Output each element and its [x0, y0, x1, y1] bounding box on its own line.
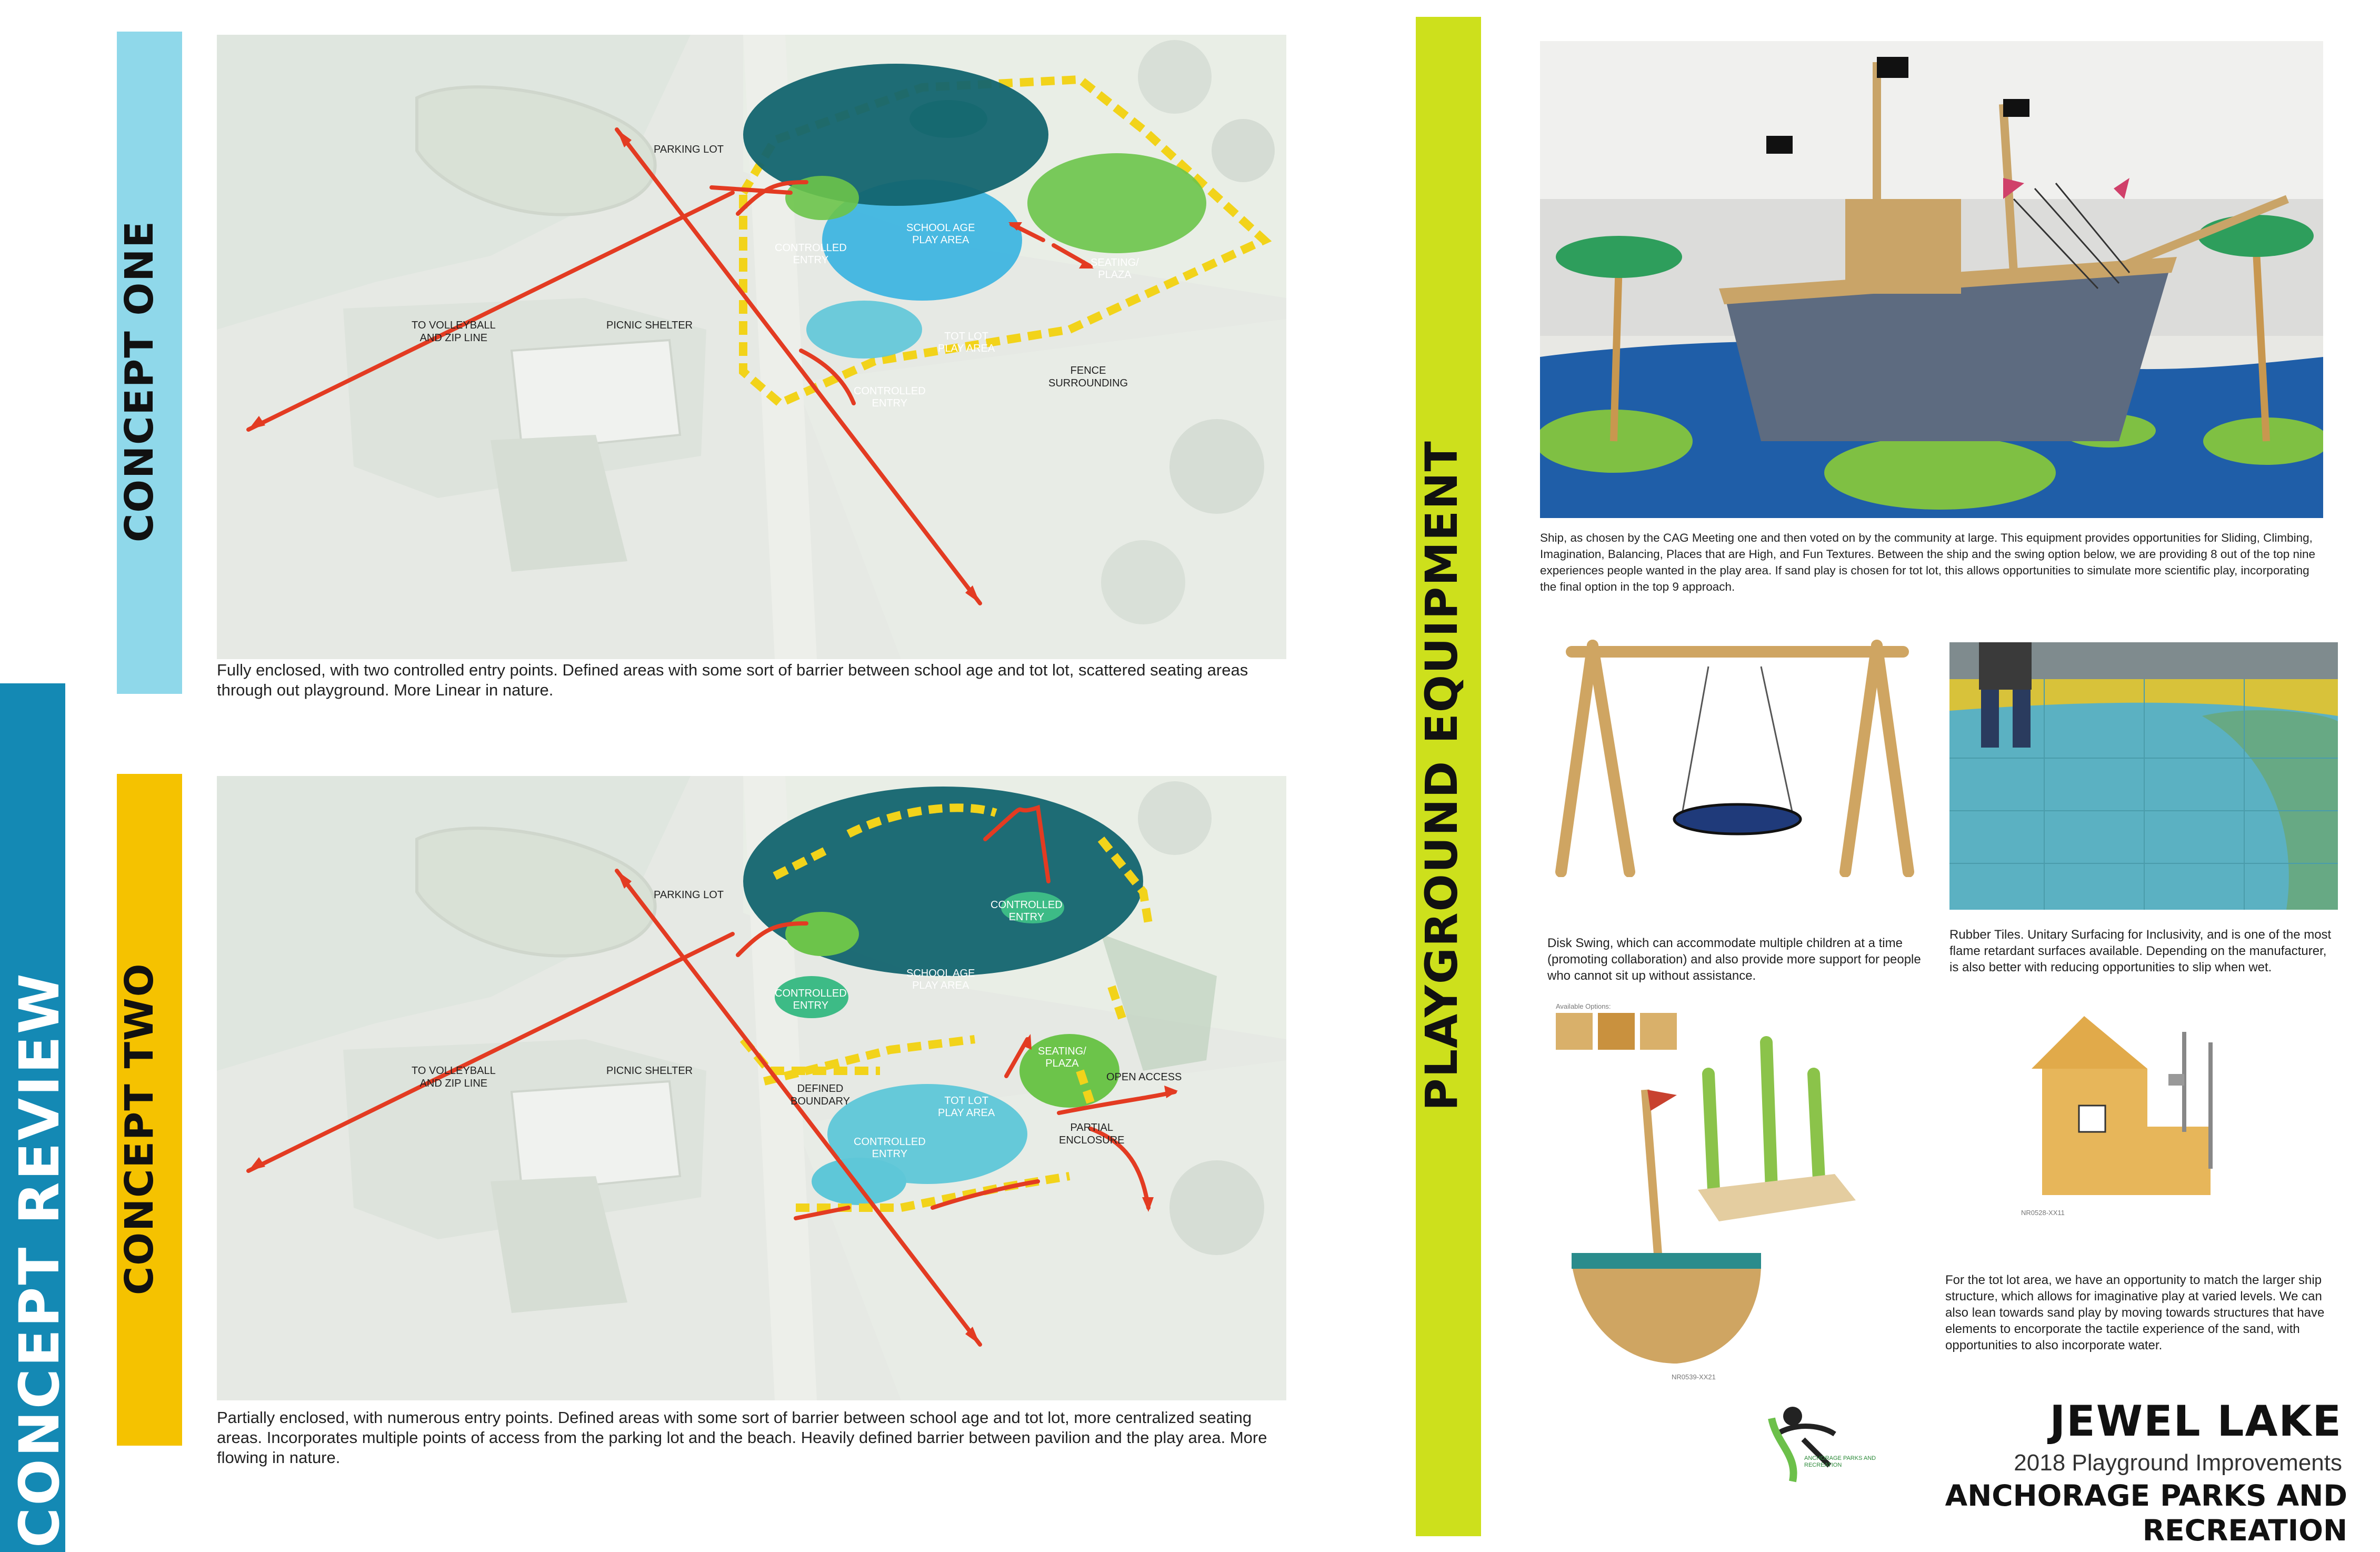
- label-picnic-shelter-2: PICNIC SHELTER: [606, 1065, 693, 1077]
- concept-two-title: CONCEPT TWO: [117, 962, 162, 1295]
- footer-org: ANCHORAGE PARKS AND RECREATION: [1945, 1479, 2347, 1547]
- label-to-volleyball: TO VOLLEYBALL AND ZIP LINE: [412, 320, 496, 344]
- product-code-1: NR0528-XX11: [2021, 1209, 2065, 1217]
- label-seating-plaza-2: SEATING/ PLAZA: [1038, 1046, 1086, 1069]
- label-tot-lot-2: TOT LOT PLAY AREA: [938, 1095, 995, 1119]
- tot-playhouse-image: [2011, 1011, 2253, 1221]
- rubber-tiles-image: [1949, 642, 2338, 910]
- concept-one-title: CONCEPT ONE: [117, 220, 162, 542]
- label-open-access: OPEN ACCESS: [1106, 1071, 1182, 1083]
- label-defined-boundary: DEFINED BOUNDARY: [791, 1083, 850, 1107]
- label-picnic-shelter: PICNIC SHELTER: [606, 320, 693, 331]
- concept-two-aerial-map: [217, 776, 1286, 1400]
- label-school-age: SCHOOL AGE PLAY AREA: [906, 222, 975, 246]
- parks-logo: [1756, 1402, 1877, 1483]
- label-school-age-2: SCHOOL AGE PLAY AREA: [906, 968, 975, 991]
- label-controlled-entry-top-2: CONTROLLED ENTRY: [991, 899, 1063, 923]
- label-parking-lot: PARKING LOT: [654, 144, 724, 155]
- product-code-2: NR0539-XX21: [1672, 1373, 1716, 1381]
- sidebar-title: CONCEPT REVIEW: [7, 971, 72, 1548]
- label-fence: FENCE SURROUNDING: [1048, 365, 1128, 389]
- label-parking-lot-2: PARKING LOT: [654, 889, 724, 901]
- label-controlled-entry-left-2: CONTROLLED ENTRY: [775, 988, 847, 1011]
- label-partial-enclosure: PARTIAL ENCLOSURE: [1059, 1122, 1125, 1146]
- logo-text: ANCHORAGE PARKS AND RECREATION: [1804, 1455, 1876, 1468]
- label-seating-plaza: SEATING/ PLAZA: [1091, 257, 1139, 281]
- label-to-volleyball-2: TO VOLLEYBALL AND ZIP LINE: [412, 1065, 496, 1089]
- label-controlled-entry-top: CONTROLLED ENTRY: [775, 242, 847, 266]
- label-tot-lot: TOT LOT PLAY AREA: [938, 331, 995, 354]
- concept-one-description: Fully enclosed, with two controlled entry points. Defined areas with some sort of barrier between school age and tot lot, scattered seating areas through out playground. More Linear in nature.: [217, 661, 1248, 699]
- totlot-caption: For the tot lot area, we have an opportunity to match the larger ship structure, which allows for imaginative play at varied levels. We can also lean towards sand play by moving towards structures that have elements to encorporate the tactile experience of the sand, with opportunities to also incorporate water.: [1945, 1273, 2325, 1352]
- swing-caption: Disk Swing, which can accommodate multiple children at a time (promoting collaboration) and also provide more support for people who cannot sit up without assistance.: [1547, 936, 1921, 983]
- available-options-label: Available Options:: [1556, 1002, 1611, 1010]
- tiles-caption: Rubber Tiles. Unitary Surfacing for Inclusivity, and is one of the most flame retardant surfaces available. Depending on the manufacturer, is also better with reducing opportunities to slip when wet.: [1949, 928, 2332, 974]
- ship-image: [1540, 41, 2323, 518]
- label-controlled-entry-bottom: CONTROLLED ENTRY: [854, 385, 926, 409]
- label-controlled-entry-bottom-2: CONTROLLED ENTRY: [854, 1136, 926, 1160]
- concept-two-description: Partially enclosed, with numerous entry points. Defined areas with some sort of barrier between school age and tot lot, more centralized seating areas. Incorporates multiple points of access from the parking lot and the beach. Heavily defined barrier between pavilion and the play area. More flowing in nature.: [217, 1408, 1267, 1467]
- swing-image: [1540, 630, 1935, 877]
- totlot-equipment-image: [1540, 1000, 1956, 1385]
- concept-one-aerial-map: [217, 35, 1286, 659]
- footer-subtitle: 2018 Playground Improvements: [2014, 1450, 2342, 1476]
- ship-caption: Ship, as chosen by the CAG Meeting one and then voted on by the community at large. This equipment provides opportunities for Sliding, Climbing, Imagination, Balancing, Places that are High, and Fun Textures. Between the ship and the swing option below, we are providing 8 out of the top nine experiences people wanted in the play area. If sand play is chosen for tot lot, this allows opportunities to simulate more scientific play, incorporating the final option in the top 9 approach.: [1540, 531, 2316, 593]
- footer-title: JEWEL LAKE: [2049, 1397, 2342, 1446]
- equipment-title: PLAYGROUND EQUIPMENT: [1416, 440, 1467, 1111]
